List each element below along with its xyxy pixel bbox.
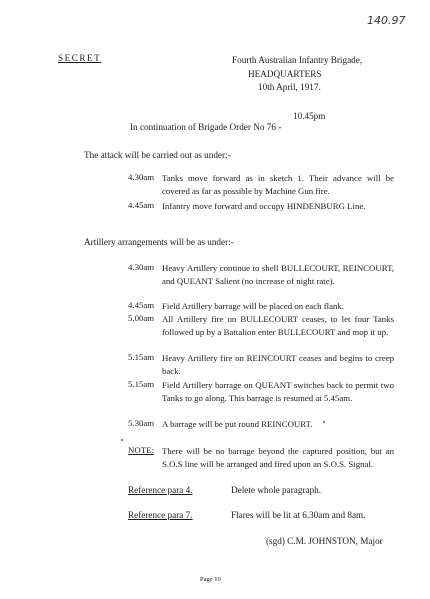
item-time: 4.30am <box>128 172 155 182</box>
reference-label: Reference para 4. <box>128 485 193 495</box>
item-text: Heavy Artillery fire on REINCOURT ceases and begins to creep back. <box>162 353 394 376</box>
document-date: 10th April, 1917. <box>258 82 321 92</box>
item-text: Infantry move forward and occupy HINDENBURG Line. <box>162 201 366 211</box>
item-time: 4.45am <box>128 300 155 310</box>
note-text: There will be no barrage beyond the captured position, but an S.O.S line will be arranged and fired upon an S.O.S. Signal. <box>162 446 394 469</box>
headquarters-label: HEADQUARTERS <box>248 69 322 79</box>
item-time: 4.45am <box>128 200 155 210</box>
item-time: 5.00am <box>128 313 155 323</box>
intro-line: In continuation of Brigade Order No 76 - <box>130 122 282 132</box>
item-time: 5.15am <box>128 352 155 362</box>
item-text: All Artillery fire on BULLECOURT ceases, to let four Tanks followed up by a Battalion enter BULLECOURT and mop it up. <box>162 314 394 337</box>
reference-text: Delete whole paragraph. <box>231 485 322 495</box>
page-number: Page 10 <box>200 576 221 583</box>
attack-heading: The attack will be carried out as under:- <box>84 150 231 160</box>
item-text: A barrage will be put round REINCOURT. <box>162 419 313 429</box>
item-time: 5.30am <box>128 418 155 428</box>
signature-line: (sgd) C.M. JOHNSTON, Major <box>266 536 383 546</box>
item-text: Tanks move forward as in sketch 1. Their advance will be covered as far as possible by Machine Gun fire. <box>162 173 394 196</box>
item-text: Heavy Artillery continue to shell BULLECOURT, REINCOURT, and QUEANT Salient (no increase of night rate). <box>162 263 394 286</box>
item-text: Field Artillery barrage on QUEANT switches back to permit two Tanks to go along. This barrage is resumed at 5.45am. <box>162 380 394 403</box>
classification-label: SECRET <box>58 53 102 63</box>
reference-label: Reference para 7. <box>128 510 193 520</box>
document-time: 10.45pm <box>293 111 326 121</box>
item-time: 5.15am <box>128 379 155 389</box>
ink-speck <box>121 439 123 441</box>
unit-name: Fourth Australian Infantry Brigade, <box>232 55 363 65</box>
artillery-heading: Artillery arrangements will be as under:- <box>84 237 234 247</box>
note-label: NOTE: <box>128 445 154 455</box>
item-text: Field Artillery barrage will be placed on each flank. <box>162 301 344 311</box>
item-time: 4.30am <box>128 262 155 272</box>
ink-speck <box>323 421 325 423</box>
reference-text: Flares will be lit at 6.30am and 8am. <box>231 510 366 520</box>
handwritten-reference: 140.97 <box>367 14 406 27</box>
